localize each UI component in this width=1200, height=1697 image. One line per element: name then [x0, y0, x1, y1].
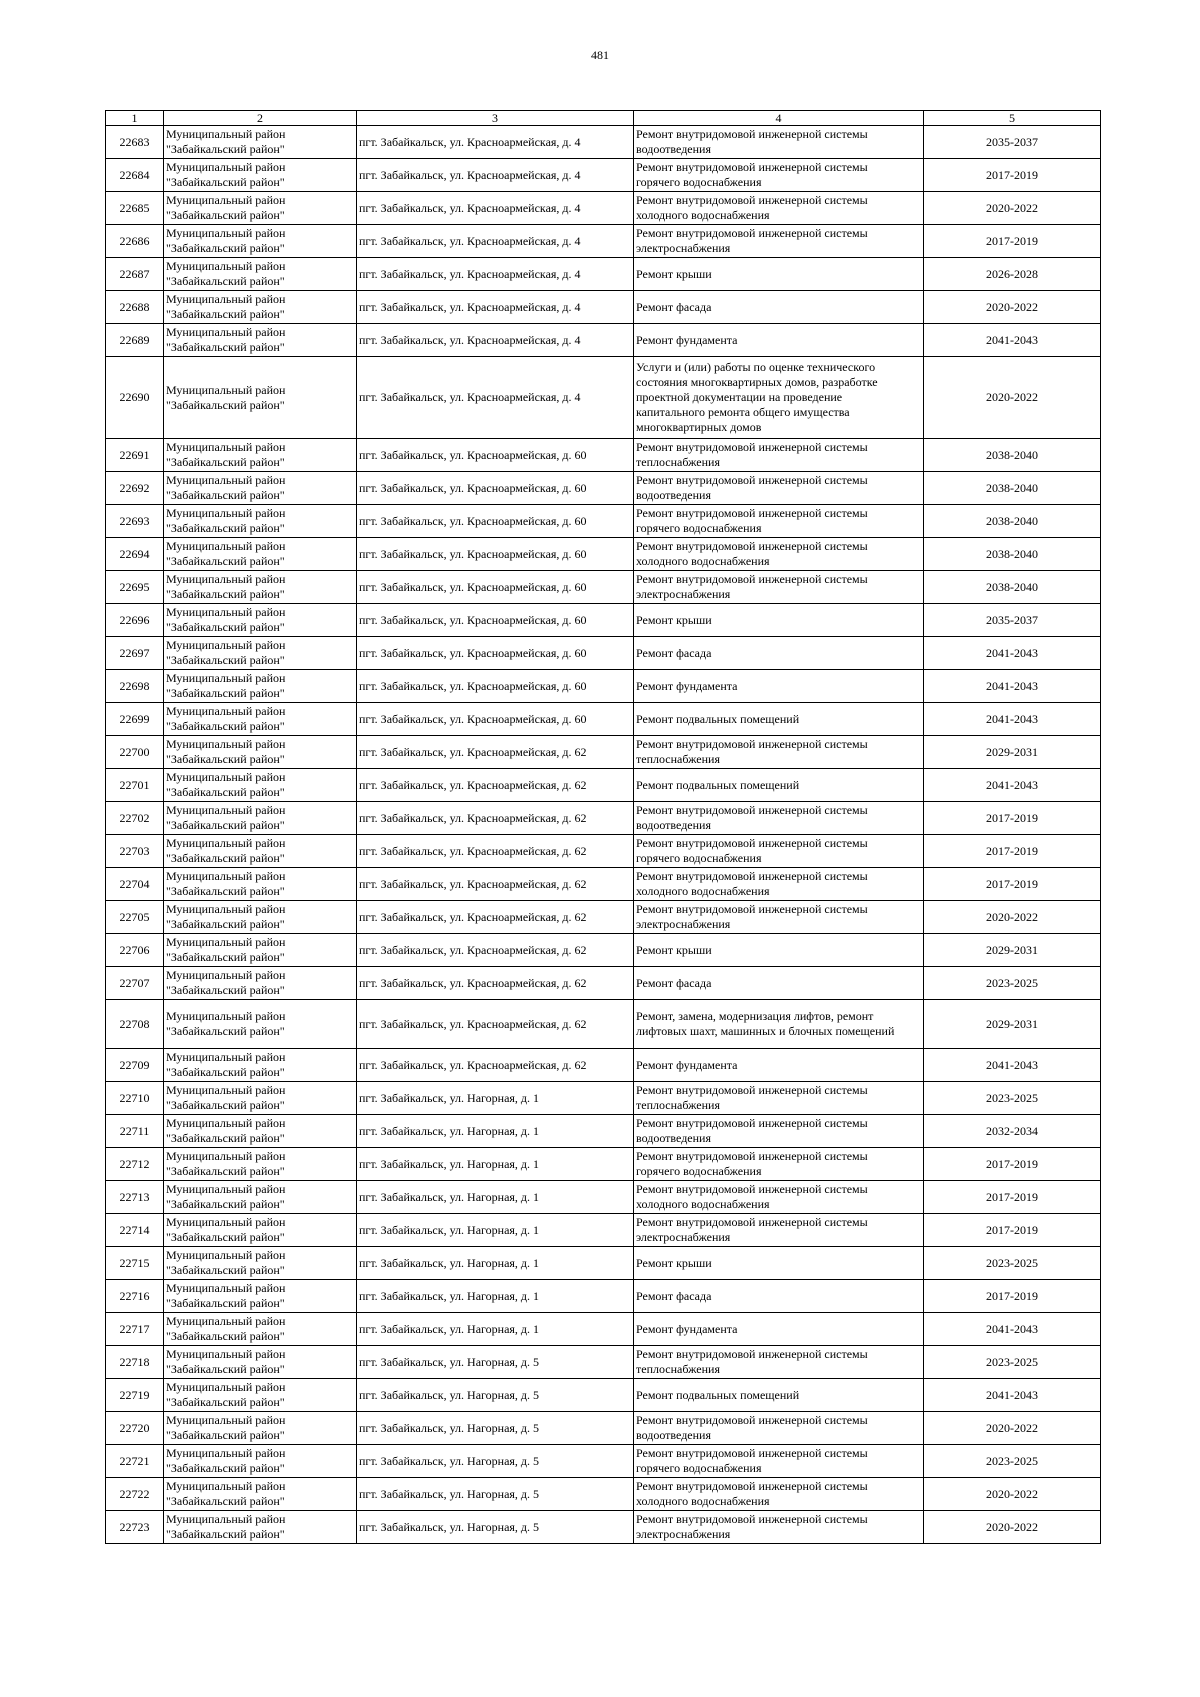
municipality-cell: Муниципальный район "Забайкальский район": [164, 1412, 357, 1445]
column-number-3: 3: [357, 111, 634, 126]
row-number: 22697: [106, 637, 164, 670]
table-row: [106, 1247, 1101, 1280]
work-type-cell: Ремонт внутридомовой инженерной системы горячего водоснабжения: [634, 159, 924, 192]
row-number: 22722: [106, 1478, 164, 1511]
work-type-cell: Ремонт внутридомовой инженерной системы горячего водоснабжения: [634, 505, 924, 538]
address-cell: пгт. Забайкальск, ул. Нагорная, д. 1: [357, 1148, 634, 1181]
work-type-cell: Ремонт внутридомовой инженерной системы холодного водоснабжения: [634, 538, 924, 571]
address-cell: пгт. Забайкальск, ул. Красноармейская, д. 4: [357, 291, 634, 324]
row-number: 22686: [106, 225, 164, 258]
work-type-cell: Ремонт внутридомовой инженерной системы электроснабжения: [634, 225, 924, 258]
row-number: 22696: [106, 604, 164, 637]
address-cell: пгт. Забайкальск, ул. Красноармейская, д. 60: [357, 505, 634, 538]
period-cell: 2041-2043: [924, 670, 1101, 703]
table-row: [106, 637, 1101, 670]
work-type-cell: Ремонт фундамента: [634, 324, 924, 357]
municipality-cell: Муниципальный район "Забайкальский район": [164, 1082, 357, 1115]
address-cell: пгт. Забайкальск, ул. Красноармейская, д. 4: [357, 159, 634, 192]
row-number: 22703: [106, 835, 164, 868]
work-type-cell: Ремонт фундамента: [634, 1049, 924, 1082]
table-row: [106, 604, 1101, 637]
row-number: 22702: [106, 802, 164, 835]
row-number: 22692: [106, 472, 164, 505]
address-cell: пгт. Забайкальск, ул. Нагорная, д. 5: [357, 1379, 634, 1412]
municipality-cell: Муниципальный район "Забайкальский район": [164, 1214, 357, 1247]
work-type-cell: Ремонт фасада: [634, 291, 924, 324]
table-row: [106, 538, 1101, 571]
table-row: [106, 192, 1101, 225]
work-type-cell: Ремонт внутридомовой инженерной системы холодного водоснабжения: [634, 1181, 924, 1214]
work-type-cell: Ремонт внутридомовой инженерной системы холодного водоснабжения: [634, 1478, 924, 1511]
address-cell: пгт. Забайкальск, ул. Нагорная, д. 5: [357, 1445, 634, 1478]
column-number-1: 1: [106, 111, 164, 126]
row-number: 22711: [106, 1115, 164, 1148]
table-row: [106, 357, 1101, 439]
municipality-cell: Муниципальный район "Забайкальский район": [164, 1280, 357, 1313]
work-type-cell: Ремонт внутридомовой инженерной системы горячего водоснабжения: [634, 1445, 924, 1478]
table-row: [106, 1115, 1101, 1148]
table-row: [106, 225, 1101, 258]
row-number: 22693: [106, 505, 164, 538]
period-cell: 2020-2022: [924, 1511, 1101, 1544]
row-number: 22709: [106, 1049, 164, 1082]
period-cell: 2017-2019: [924, 159, 1101, 192]
period-cell: 2032-2034: [924, 1115, 1101, 1148]
table-row: [106, 1000, 1101, 1049]
address-cell: пгт. Забайкальск, ул. Нагорная, д. 5: [357, 1346, 634, 1379]
address-cell: пгт. Забайкальск, ул. Красноармейская, д. 4: [357, 225, 634, 258]
table-row: [106, 1214, 1101, 1247]
period-cell: 2035-2037: [924, 604, 1101, 637]
row-number: 22685: [106, 192, 164, 225]
municipality-cell: Муниципальный район "Забайкальский район": [164, 1247, 357, 1280]
table-row: [106, 934, 1101, 967]
work-type-cell: Ремонт подвальных помещений: [634, 703, 924, 736]
period-cell: 2041-2043: [924, 1049, 1101, 1082]
table-row: [106, 571, 1101, 604]
table-row: [106, 1445, 1101, 1478]
address-cell: пгт. Забайкальск, ул. Красноармейская, д. 62: [357, 802, 634, 835]
work-type-cell: Ремонт подвальных помещений: [634, 769, 924, 802]
municipality-cell: Муниципальный район "Забайкальский район": [164, 126, 357, 159]
period-cell: 2041-2043: [924, 703, 1101, 736]
work-type-cell: Ремонт крыши: [634, 604, 924, 637]
municipality-cell: Муниципальный район "Забайкальский район": [164, 736, 357, 769]
row-number: 22717: [106, 1313, 164, 1346]
table-row: [106, 1280, 1101, 1313]
table-row: [106, 1148, 1101, 1181]
municipality-cell: Муниципальный район "Забайкальский район": [164, 258, 357, 291]
address-cell: пгт. Забайкальск, ул. Красноармейская, д. 4: [357, 357, 634, 439]
page-number: 481: [591, 48, 609, 62]
work-type-cell: Услуги и (или) работы по оценке технического состояния многоквартирных домов, разработке проектной документации на проведение капитального ремонта общего имущества многоквартирных домов: [634, 357, 924, 439]
work-type-cell: Ремонт фасада: [634, 637, 924, 670]
table-row: [106, 769, 1101, 802]
period-cell: 2029-2031: [924, 934, 1101, 967]
period-cell: 2017-2019: [924, 835, 1101, 868]
municipality-cell: Муниципальный район "Забайкальский район": [164, 1511, 357, 1544]
work-type-cell: Ремонт внутридомовой инженерной системы электроснабжения: [634, 571, 924, 604]
period-cell: 2020-2022: [924, 357, 1101, 439]
address-cell: пгт. Забайкальск, ул. Нагорная, д. 1: [357, 1247, 634, 1280]
work-type-cell: Ремонт подвальных помещений: [634, 1379, 924, 1412]
period-cell: 2023-2025: [924, 967, 1101, 1000]
row-number: 22690: [106, 357, 164, 439]
row-number: 22698: [106, 670, 164, 703]
table-row: [106, 1412, 1101, 1445]
table-row: [106, 291, 1101, 324]
row-number: 22691: [106, 439, 164, 472]
municipality-cell: Муниципальный район "Забайкальский район": [164, 604, 357, 637]
municipality-cell: Муниципальный район "Забайкальский район": [164, 439, 357, 472]
municipality-cell: Муниципальный район "Забайкальский район": [164, 324, 357, 357]
municipality-cell: Муниципальный район "Забайкальский район": [164, 1000, 357, 1049]
municipality-cell: Муниципальный район "Забайкальский район": [164, 192, 357, 225]
table-row: [106, 472, 1101, 505]
municipality-cell: Муниципальный район "Забайкальский район": [164, 1313, 357, 1346]
work-type-cell: Ремонт внутридомовой инженерной системы водоотведения: [634, 1412, 924, 1445]
work-type-cell: Ремонт внутридомовой инженерной системы водоотведения: [634, 802, 924, 835]
address-cell: пгт. Забайкальск, ул. Красноармейская, д. 62: [357, 835, 634, 868]
period-cell: 2029-2031: [924, 736, 1101, 769]
table-row: [106, 1181, 1101, 1214]
period-cell: 2026-2028: [924, 258, 1101, 291]
table-row: [106, 703, 1101, 736]
table-row: [106, 670, 1101, 703]
row-number: 22689: [106, 324, 164, 357]
municipality-cell: Муниципальный район "Забайкальский район": [164, 159, 357, 192]
address-cell: пгт. Забайкальск, ул. Нагорная, д. 1: [357, 1214, 634, 1247]
work-type-cell: Ремонт внутридомовой инженерной системы электроснабжения: [634, 1511, 924, 1544]
row-number: 22699: [106, 703, 164, 736]
work-type-cell: Ремонт фасада: [634, 1280, 924, 1313]
row-number: 22710: [106, 1082, 164, 1115]
row-number: 22683: [106, 126, 164, 159]
table-row: [106, 1313, 1101, 1346]
row-number: 22718: [106, 1346, 164, 1379]
work-type-cell: Ремонт, замена, модернизация лифтов, ремонт лифтовых шахт, машинных и блочных помещений: [634, 1000, 924, 1049]
period-cell: 2017-2019: [924, 1280, 1101, 1313]
period-cell: 2017-2019: [924, 802, 1101, 835]
address-cell: пгт. Забайкальск, ул. Красноармейская, д. 4: [357, 324, 634, 357]
row-number: 22688: [106, 291, 164, 324]
address-cell: пгт. Забайкальск, ул. Красноармейская, д. 60: [357, 439, 634, 472]
table-row: [106, 1346, 1101, 1379]
work-type-cell: Ремонт внутридомовой инженерной системы горячего водоснабжения: [634, 835, 924, 868]
municipality-cell: Муниципальный район "Забайкальский район": [164, 357, 357, 439]
municipality-cell: Муниципальный район "Забайкальский район": [164, 1379, 357, 1412]
address-cell: пгт. Забайкальск, ул. Красноармейская, д. 62: [357, 934, 634, 967]
address-cell: пгт. Забайкальск, ул. Нагорная, д. 1: [357, 1115, 634, 1148]
period-cell: 2017-2019: [924, 1214, 1101, 1247]
municipality-cell: Муниципальный район "Забайкальский район": [164, 835, 357, 868]
address-cell: пгт. Забайкальск, ул. Нагорная, д. 5: [357, 1511, 634, 1544]
work-type-cell: Ремонт внутридомовой инженерной системы холодного водоснабжения: [634, 868, 924, 901]
period-cell: 2020-2022: [924, 192, 1101, 225]
period-cell: 2038-2040: [924, 538, 1101, 571]
column-number-2: 2: [164, 111, 357, 126]
period-cell: 2041-2043: [924, 637, 1101, 670]
row-number: 22687: [106, 258, 164, 291]
repair-schedule-table: [105, 110, 1101, 1544]
municipality-cell: Муниципальный район "Забайкальский район": [164, 225, 357, 258]
work-type-cell: Ремонт внутридомовой инженерной системы теплоснабжения: [634, 439, 924, 472]
period-cell: 2035-2037: [924, 126, 1101, 159]
column-number-4: 4: [634, 111, 924, 126]
row-number: 22694: [106, 538, 164, 571]
address-cell: пгт. Забайкальск, ул. Нагорная, д. 1: [357, 1082, 634, 1115]
municipality-cell: Муниципальный район "Забайкальский район": [164, 1478, 357, 1511]
work-type-cell: Ремонт внутридомовой инженерной системы холодного водоснабжения: [634, 192, 924, 225]
period-cell: 2017-2019: [924, 868, 1101, 901]
period-cell: 2020-2022: [924, 1412, 1101, 1445]
table-row: [106, 159, 1101, 192]
work-type-cell: Ремонт крыши: [634, 934, 924, 967]
address-cell: пгт. Забайкальск, ул. Красноармейская, д. 62: [357, 901, 634, 934]
address-cell: пгт. Забайкальск, ул. Красноармейская, д. 62: [357, 769, 634, 802]
period-cell: 2023-2025: [924, 1082, 1101, 1115]
table-row: [106, 1478, 1101, 1511]
address-cell: пгт. Забайкальск, ул. Нагорная, д. 1: [357, 1280, 634, 1313]
municipality-cell: Муниципальный район "Забайкальский район": [164, 703, 357, 736]
period-cell: 2023-2025: [924, 1445, 1101, 1478]
address-cell: пгт. Забайкальск, ул. Красноармейская, д. 60: [357, 538, 634, 571]
work-type-cell: Ремонт внутридомовой инженерной системы горячего водоснабжения: [634, 1148, 924, 1181]
address-cell: пгт. Забайкальск, ул. Красноармейская, д. 62: [357, 1049, 634, 1082]
work-type-cell: Ремонт фундамента: [634, 670, 924, 703]
table-row: [106, 126, 1101, 159]
work-type-cell: Ремонт внутридомовой инженерной системы водоотведения: [634, 1115, 924, 1148]
period-cell: 2017-2019: [924, 1148, 1101, 1181]
period-cell: 2017-2019: [924, 225, 1101, 258]
municipality-cell: Муниципальный район "Забайкальский район": [164, 472, 357, 505]
address-cell: пгт. Забайкальск, ул. Красноармейская, д. 60: [357, 703, 634, 736]
table-row: [106, 967, 1101, 1000]
period-cell: 2023-2025: [924, 1346, 1101, 1379]
row-number: 22707: [106, 967, 164, 1000]
municipality-cell: Муниципальный район "Забайкальский район": [164, 868, 357, 901]
municipality-cell: Муниципальный район "Забайкальский район": [164, 1049, 357, 1082]
period-cell: 2038-2040: [924, 472, 1101, 505]
table-row: [106, 1082, 1101, 1115]
address-cell: пгт. Забайкальск, ул. Нагорная, д. 5: [357, 1412, 634, 1445]
municipality-cell: Муниципальный район "Забайкальский район": [164, 1346, 357, 1379]
period-cell: 2038-2040: [924, 439, 1101, 472]
work-type-cell: Ремонт внутридомовой инженерной системы электроснабжения: [634, 1214, 924, 1247]
address-cell: пгт. Забайкальск, ул. Нагорная, д. 1: [357, 1181, 634, 1214]
table-row: [106, 324, 1101, 357]
period-cell: 2020-2022: [924, 291, 1101, 324]
table-row: [106, 1049, 1101, 1082]
table-row: [106, 802, 1101, 835]
work-type-cell: Ремонт фундамента: [634, 1313, 924, 1346]
period-cell: 2041-2043: [924, 1379, 1101, 1412]
column-number-5: 5: [924, 111, 1101, 126]
address-cell: пгт. Забайкальск, ул. Нагорная, д. 1: [357, 1313, 634, 1346]
row-number: 22716: [106, 1280, 164, 1313]
period-cell: 2023-2025: [924, 1247, 1101, 1280]
municipality-cell: Муниципальный район "Забайкальский район": [164, 1181, 357, 1214]
work-type-cell: Ремонт крыши: [634, 1247, 924, 1280]
row-number: 22684: [106, 159, 164, 192]
period-cell: 2038-2040: [924, 571, 1101, 604]
row-number: 22704: [106, 868, 164, 901]
table-row: [106, 439, 1101, 472]
address-cell: пгт. Забайкальск, ул. Красноармейская, д. 60: [357, 604, 634, 637]
period-cell: 2041-2043: [924, 769, 1101, 802]
municipality-cell: Муниципальный район "Забайкальский район": [164, 1148, 357, 1181]
municipality-cell: Муниципальный район "Забайкальский район": [164, 637, 357, 670]
work-type-cell: Ремонт внутридомовой инженерной системы теплоснабжения: [634, 1346, 924, 1379]
row-number: 22721: [106, 1445, 164, 1478]
address-cell: пгт. Забайкальск, ул. Нагорная, д. 5: [357, 1478, 634, 1511]
period-cell: 2041-2043: [924, 1313, 1101, 1346]
municipality-cell: Муниципальный район "Забайкальский район": [164, 1445, 357, 1478]
row-number: 22713: [106, 1181, 164, 1214]
municipality-cell: Муниципальный район "Забайкальский район": [164, 802, 357, 835]
municipality-cell: Муниципальный район "Забайкальский район": [164, 505, 357, 538]
row-number: 22701: [106, 769, 164, 802]
work-type-cell: Ремонт внутридомовой инженерной системы водоотведения: [634, 472, 924, 505]
address-cell: пгт. Забайкальск, ул. Красноармейская, д. 62: [357, 868, 634, 901]
row-number: 22712: [106, 1148, 164, 1181]
municipality-cell: Муниципальный район "Забайкальский район": [164, 538, 357, 571]
row-number: 22720: [106, 1412, 164, 1445]
table-row: [106, 901, 1101, 934]
row-number: 22705: [106, 901, 164, 934]
work-type-cell: Ремонт внутридомовой инженерной системы теплоснабжения: [634, 1082, 924, 1115]
row-number: 22706: [106, 934, 164, 967]
table-row: [106, 1379, 1101, 1412]
column-number-row: [106, 111, 1101, 126]
municipality-cell: Муниципальный район "Забайкальский район": [164, 571, 357, 604]
row-number: 22715: [106, 1247, 164, 1280]
period-cell: 2020-2022: [924, 901, 1101, 934]
row-number: 22719: [106, 1379, 164, 1412]
work-type-cell: Ремонт фасада: [634, 967, 924, 1000]
table-row: [106, 258, 1101, 291]
address-cell: пгт. Забайкальск, ул. Красноармейская, д. 4: [357, 192, 634, 225]
table-row: [106, 505, 1101, 538]
address-cell: пгт. Забайкальск, ул. Красноармейская, д. 62: [357, 736, 634, 769]
work-type-cell: Ремонт внутридомовой инженерной системы водоотведения: [634, 126, 924, 159]
table-row: [106, 868, 1101, 901]
address-cell: пгт. Забайкальск, ул. Красноармейская, д. 60: [357, 637, 634, 670]
row-number: 22723: [106, 1511, 164, 1544]
address-cell: пгт. Забайкальск, ул. Красноармейская, д. 60: [357, 670, 634, 703]
row-number: 22714: [106, 1214, 164, 1247]
municipality-cell: Муниципальный район "Забайкальский район": [164, 670, 357, 703]
municipality-cell: Муниципальный район "Забайкальский район": [164, 769, 357, 802]
municipality-cell: Муниципальный район "Забайкальский район": [164, 901, 357, 934]
work-type-cell: Ремонт внутридомовой инженерной системы теплоснабжения: [634, 736, 924, 769]
municipality-cell: Муниципальный район "Забайкальский район": [164, 291, 357, 324]
address-cell: пгт. Забайкальск, ул. Красноармейская, д. 60: [357, 571, 634, 604]
row-number: 22695: [106, 571, 164, 604]
work-type-cell: Ремонт внутридомовой инженерной системы электроснабжения: [634, 901, 924, 934]
municipality-cell: Муниципальный район "Забайкальский район": [164, 967, 357, 1000]
table-row: [106, 1511, 1101, 1544]
row-number: 22708: [106, 1000, 164, 1049]
period-cell: 2029-2031: [924, 1000, 1101, 1049]
table-row: [106, 736, 1101, 769]
address-cell: пгт. Забайкальск, ул. Красноармейская, д. 4: [357, 126, 634, 159]
address-cell: пгт. Забайкальск, ул. Красноармейская, д. 4: [357, 258, 634, 291]
table-row: [106, 835, 1101, 868]
address-cell: пгт. Забайкальск, ул. Красноармейская, д. 60: [357, 472, 634, 505]
municipality-cell: Муниципальный район "Забайкальский район": [164, 934, 357, 967]
period-cell: 2041-2043: [924, 324, 1101, 357]
period-cell: 2038-2040: [924, 505, 1101, 538]
period-cell: 2017-2019: [924, 1181, 1101, 1214]
address-cell: пгт. Забайкальск, ул. Красноармейская, д. 62: [357, 967, 634, 1000]
address-cell: пгт. Забайкальск, ул. Красноармейская, д. 62: [357, 1000, 634, 1049]
municipality-cell: Муниципальный район "Забайкальский район": [164, 1115, 357, 1148]
table-body: [106, 111, 1101, 1544]
period-cell: 2020-2022: [924, 1478, 1101, 1511]
work-type-cell: Ремонт крыши: [634, 258, 924, 291]
row-number: 22700: [106, 736, 164, 769]
